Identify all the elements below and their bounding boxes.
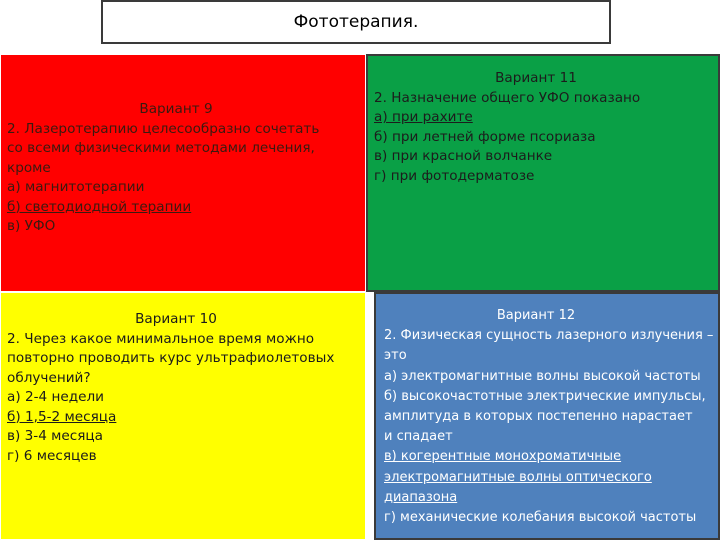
variant-9-panel — [0, 54, 366, 292]
variant-9-question-line: 2. Лазеротерапию целесообразно сочетать — [7, 120, 320, 137]
variant-9-question-line: кроме — [7, 159, 51, 176]
slide-title: Фототерапия. — [101, 0, 611, 44]
variant-10-heading: Вариант 10 — [135, 311, 217, 327]
variant-10-option-b-text: б) 1,5-2 месяца — [7, 408, 117, 425]
variant-10-question-line: 2. Через какое минимальное время можно — [7, 330, 315, 347]
variant-12-option-c-cont — [384, 468, 718, 488]
variant-12-option-a: а) электромагнитные волны высокой частоты — [384, 368, 701, 384]
variant-12-question-line: 2. Физическая сущность лазерного излучения – — [384, 328, 714, 344]
variant-10-option-c: в) 3-4 месяца — [7, 428, 104, 444]
variant-9-question-line: со всеми физическими методами лечения, — [7, 140, 315, 156]
variant-9-option-b — [7, 198, 365, 218]
variant-11-question-line: 2. Назначение общего УФО показано — [374, 89, 641, 106]
variant-12-option-b-cont: и спадает — [384, 429, 453, 445]
variant-10-option-b — [7, 408, 365, 428]
variant-12-option-c-text: диапазона — [384, 489, 458, 505]
variant-11-option-b: б) при летней форме псориаза — [374, 128, 596, 145]
variant-9-option-c: в) УФО — [7, 218, 56, 234]
variant-9-heading: Вариант 9 — [139, 101, 213, 117]
variant-11-option-a-text: а) при рахите — [374, 109, 473, 125]
variant-12-panel — [374, 292, 720, 540]
variant-10-question-line: повторно проводить курс ультрафиолетовых — [7, 350, 335, 366]
variant-11-panel — [366, 54, 720, 292]
variant-12-option-c-cont — [384, 488, 718, 508]
variant-11-heading: Вариант 11 — [495, 70, 577, 86]
variant-12-option-c — [384, 447, 718, 467]
variant-10-option-d: г) 6 месяцев — [7, 447, 97, 464]
variant-10-panel — [0, 292, 366, 540]
variant-10-question-line: облучений? — [7, 369, 91, 386]
variant-12-heading: Вариант 12 — [496, 308, 576, 323]
variant-11-option-c: в) при красной волчанке — [374, 148, 553, 164]
variant-11-option-a — [374, 108, 718, 128]
variant-12-option-c-text: электромагнитные волны оптического — [384, 469, 652, 485]
variant-12-option-b-cont: амплитуда в которых постепенно нарастает — [384, 409, 693, 425]
variant-11-option-d: г) при фотодерматозе — [374, 167, 535, 184]
variant-12-option-c-text: в) когерентные монохроматичные — [384, 449, 622, 465]
variant-12-option-d: г) механические колебания высокой частоты — [384, 510, 697, 526]
variant-9-option-b-text: б) светодиодной терапии — [7, 198, 192, 215]
variant-12-question-line: это — [384, 348, 407, 364]
variant-12-option-b: б) высокочастотные электрические импульсы, — [384, 388, 706, 404]
variant-10-option-a: а) 2-4 недели — [7, 389, 105, 405]
variant-9-option-a: а) магнитотерапии — [7, 179, 145, 195]
